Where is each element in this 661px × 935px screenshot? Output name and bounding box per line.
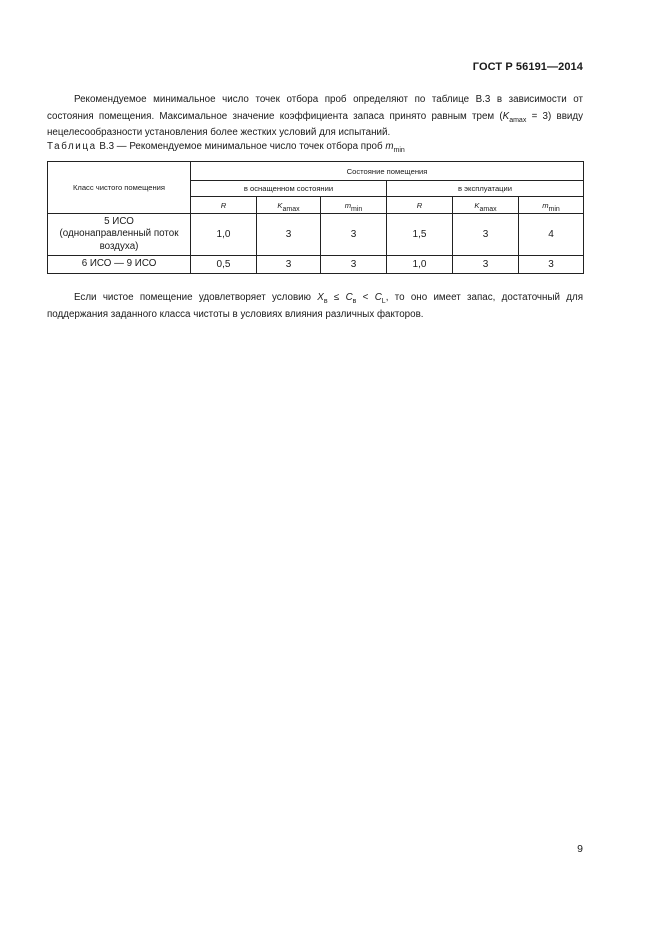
intro-text-part1: Рекомендуемое минимальное число точек отбора проб определяют по таблице В.3 в зависимости от состояния помещения. Максимальное значение коэффициента запаса принято равным трем ( [47, 94, 583, 122]
value-cell: 4 [519, 214, 584, 256]
value-cell: 3 [453, 214, 519, 256]
le-sign: ≤ [327, 292, 346, 303]
m-header [321, 197, 387, 214]
class-line: воздуха) [99, 240, 139, 252]
cl-symbol: C [374, 292, 382, 303]
document-number: ГОСТ Р 56191—2014 [472, 61, 583, 73]
x-subscript: в [323, 298, 328, 305]
class-line: 5 ИСО [104, 215, 134, 227]
sampling-points-table [47, 161, 584, 274]
cl-subscript: L [381, 298, 386, 305]
page-number: 9 [577, 843, 583, 855]
lt-sign: < [356, 292, 375, 303]
value-cell: 1,5 [387, 214, 453, 256]
value-cell: 3 [321, 214, 387, 256]
value-cell: 3 [453, 256, 519, 274]
condition-paragraph [47, 290, 583, 323]
k-symbol: K [502, 110, 510, 122]
as-built-header: в оснащенном состоянии [191, 181, 387, 197]
m-symbol: m [344, 200, 352, 210]
table-row [48, 256, 584, 274]
value-cell: 3 [257, 214, 321, 256]
caption-text: — Рекомендуемое минимальное число точек отбора проб [114, 141, 386, 152]
k-subscript: amax [479, 205, 497, 213]
table-header-row-1 [48, 162, 584, 181]
caption-number: В.3 [99, 141, 115, 152]
k-symbol: K [474, 200, 480, 210]
m-header [519, 197, 584, 214]
k-header [453, 197, 519, 214]
table-row [48, 214, 584, 256]
m-subscript: min [351, 205, 363, 213]
m-subscript: min [548, 205, 560, 213]
value-cell: 3 [321, 256, 387, 274]
x-symbol: X [317, 292, 324, 303]
class-line: (однонаправленный поток [59, 228, 179, 240]
condition-text-part2: , то оно имеет запас, достаточный для поддержания заданного класса чистоты в условиях влияния различных факторов. [47, 292, 584, 320]
r-header [387, 197, 453, 214]
state-header: Состояние помещения [191, 162, 584, 181]
k-subscript: amax [509, 116, 527, 124]
value-cell: 1,0 [191, 214, 257, 256]
m-symbol: m [542, 200, 549, 210]
r-symbol: R [416, 200, 423, 210]
k-subscript: amax [282, 205, 300, 213]
value-cell: 3 [519, 256, 584, 274]
r-header [191, 197, 257, 214]
k-symbol: K [277, 200, 283, 210]
c-symbol: C [345, 292, 353, 303]
k-header [257, 197, 321, 214]
condition-text-part1: Если чистое помещение удовлетворяет условию [74, 292, 318, 303]
m-symbol: m [385, 141, 394, 152]
operational-header: в эксплуатации [387, 181, 584, 197]
c-subscript: в [352, 298, 357, 305]
intro-text-part2: = 3) ввиду нецелесообразности установления более жестких условий для испытаний. [47, 110, 583, 138]
class-column-header: Класс чистого помещения [48, 162, 191, 214]
class-cell: 6 ИСО — 9 ИСО [48, 256, 191, 274]
class-cell [48, 214, 191, 256]
m-subscript: min [393, 147, 405, 154]
intro-paragraph [47, 92, 583, 142]
value-cell: 0,5 [191, 256, 257, 274]
table-caption [47, 140, 587, 154]
caption-prefix: Таблица [47, 141, 97, 152]
value-cell: 1,0 [387, 256, 453, 274]
r-symbol: R [220, 200, 227, 210]
value-cell: 3 [257, 256, 321, 274]
